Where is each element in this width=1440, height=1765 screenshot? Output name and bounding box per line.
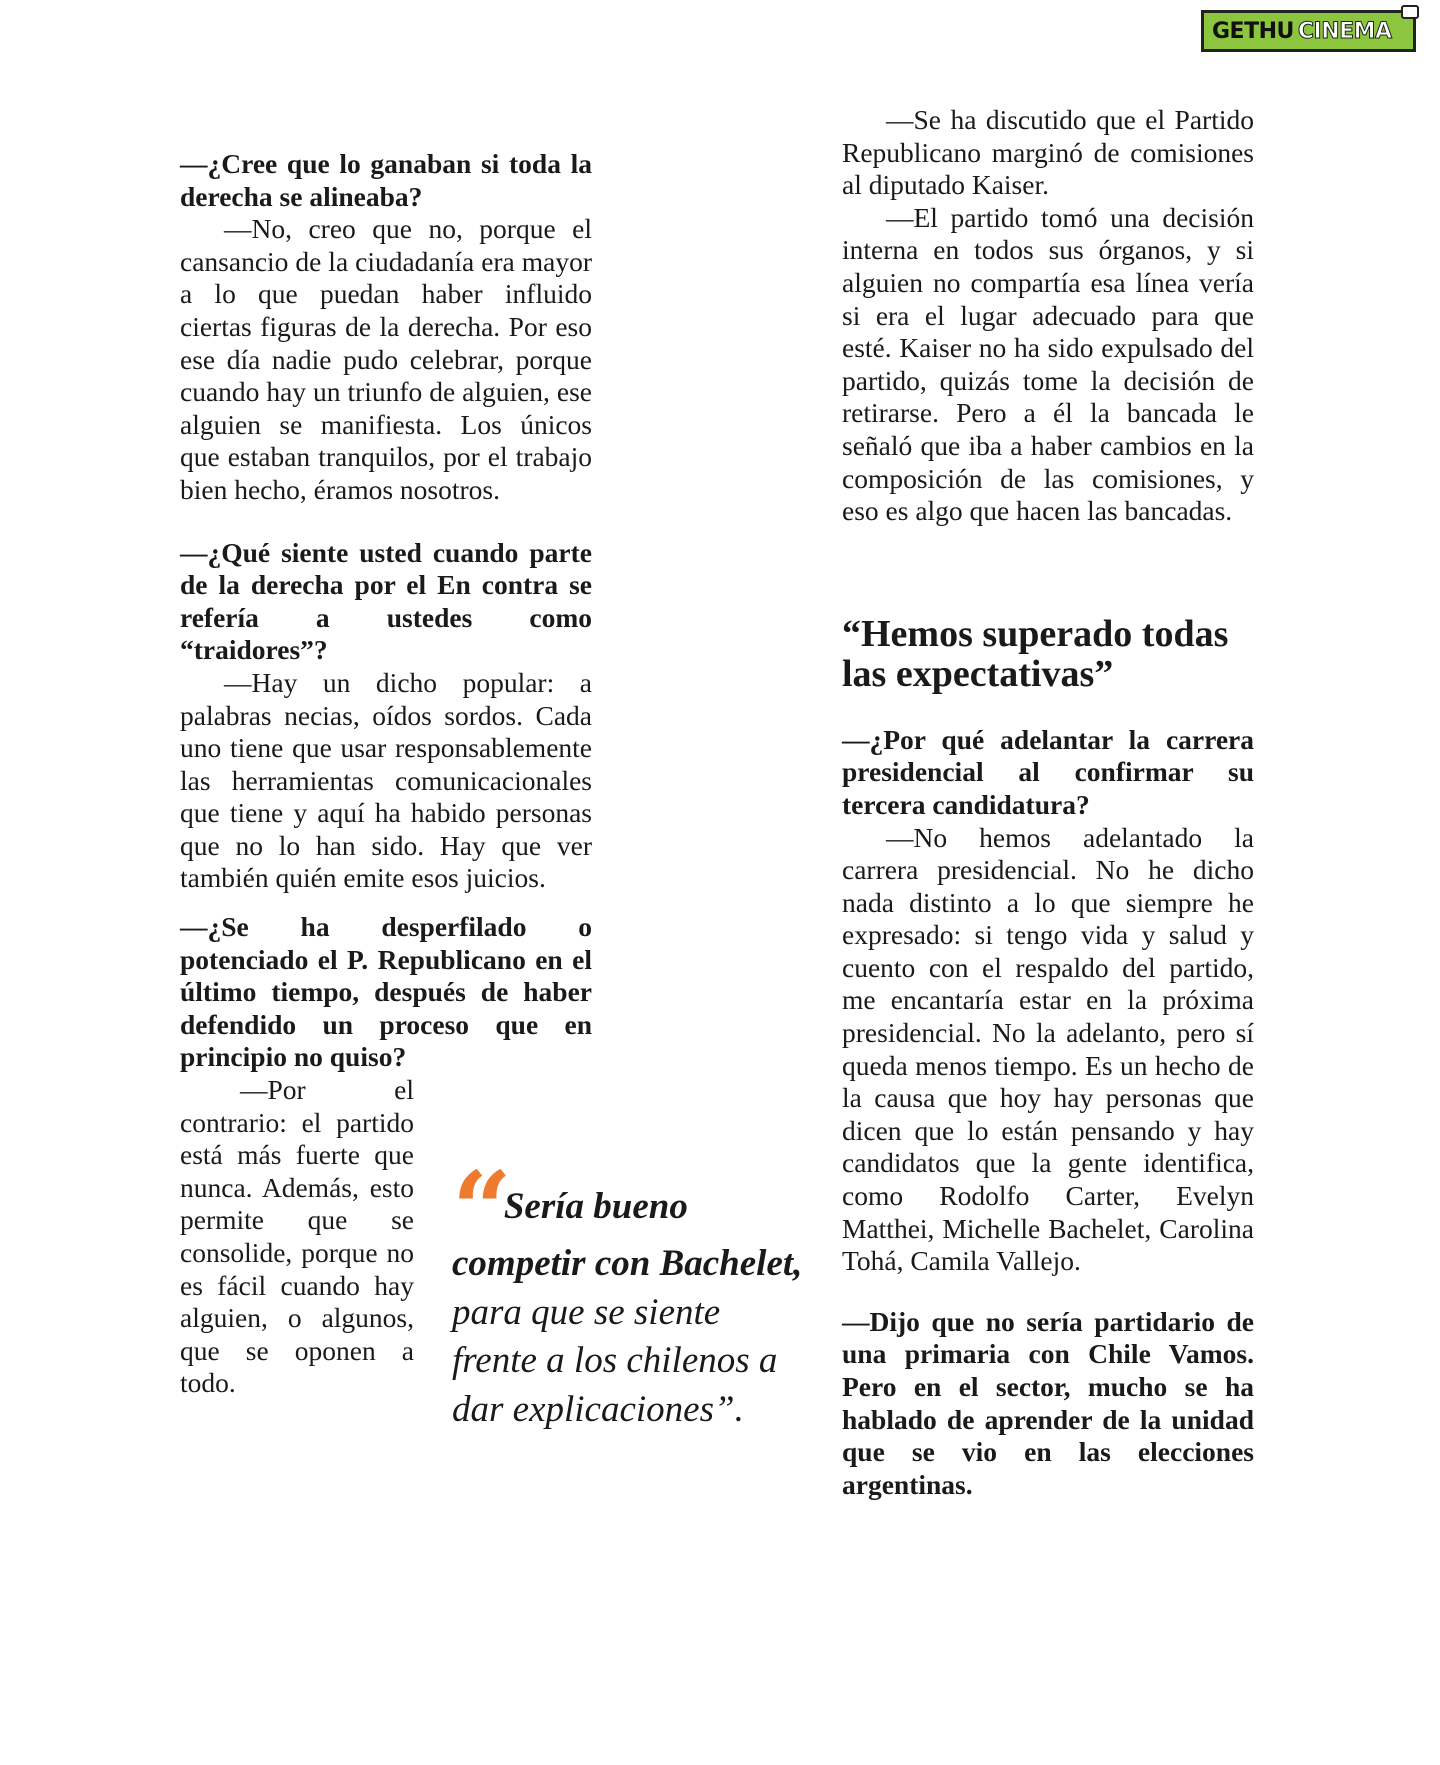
question-6: —Dijo que no sería partidario de una primaria con Chile Vamos. Pero en el sector, mucho se ha hablado de aprender de la unidad que se vio en las elecciones argentinas. bbox=[842, 1305, 1254, 1500]
question-2: —¿Qué siente usted cuando parte de la derecha por el En contra se refería a ustedes como “traidores”? bbox=[180, 536, 592, 666]
answer-5: —No hemos adelantado la carrera presidencial. No he dicho nada distinto a lo que siempre he expresado: si tengo vida y salud y cuento con el respaldo del partido, me encantaría estar en la próxima presidencial. No la adelanto, pero sí queda menos tiempo. Es un hecho de la causa que hoy hay personas que dicen que lo están pensando y hay candidatos que la gente identifica, como Rodolfo Carter, Evelyn Matthei, Michelle Bachelet, Carolina Tohá, Camila Vallejo. bbox=[842, 821, 1254, 1277]
answer-4: —El partido tomó una decisión interna en todos sus órganos, y si alguien no compartía esa línea vería si era el lugar adecuado para que esté. Kaiser no ha sido expulsado del partido, quizás tome la decisión de retirarse. Pero a él la bancada le señaló que iba a haber cambios en la composición de las comisiones, y eso es algo que hacen las bancadas. bbox=[842, 201, 1254, 527]
question-4: —Se ha discutido que el Partido Republicano marginó de comisiones al diputado Kaiser. bbox=[842, 104, 1254, 201]
question-5: —¿Por qué adelantar la carrera presidencial al confirmar su tercera candidatura? bbox=[842, 723, 1254, 820]
answer-1: —No, creo que no, porque el cansancio de la ciudadanía era mayor a lo que puedan haber influido ciertas figuras de la derecha. Por eso ese día nadie pudo celebrar, porque cuando hay un triunfo de alguien, ese alguien se manifiesta. Los únicos que estaban tranquilos, por el trabajo bien hecho, éramos nosotros. bbox=[180, 213, 592, 505]
answer-3: —Por el contrario: el partido está más fuerte que nunca. Además, esto permite que se consolide, porque no es fácil cuando hay alguien, o algunos, que se oponen a todo. bbox=[180, 1074, 414, 1399]
camera-icon bbox=[1401, 5, 1419, 19]
watermark-logo bbox=[1201, 10, 1416, 52]
answer-2: —Hay un dicho popular: a palabras necias, oídos sordos. Cada uno tiene que usar responsablemente las herramientas comunicacionales que tiene y aquí ha habido personas que no lo han sido. Hay que ver también quién emite esos juicios. bbox=[180, 666, 592, 894]
pull-quote-bold: Sería bueno competir con Bachelet, bbox=[452, 1186, 803, 1284]
question-1: —¿Cree que lo ganaban si toda la derecha se alineaba? bbox=[180, 148, 592, 212]
right-column bbox=[842, 104, 1254, 1501]
pull-quote-rest: para que se siente frente a los chilenos a dar explicaciones”. bbox=[452, 1291, 778, 1430]
section-subheading: “Hemos superado todas las expectativas” bbox=[842, 612, 1229, 695]
logo-text-part2: CINEMA bbox=[1297, 18, 1392, 44]
logo-text-part1: GETHU bbox=[1212, 18, 1294, 44]
pull-quote bbox=[452, 1148, 812, 1434]
quote-mark-icon: “ bbox=[452, 1148, 498, 1271]
question-3: —¿Se ha desperfilado o potenciado el P. Republicano en el último tiempo, después de haber defendido un proceso que en principio no quiso? bbox=[180, 911, 592, 1073]
